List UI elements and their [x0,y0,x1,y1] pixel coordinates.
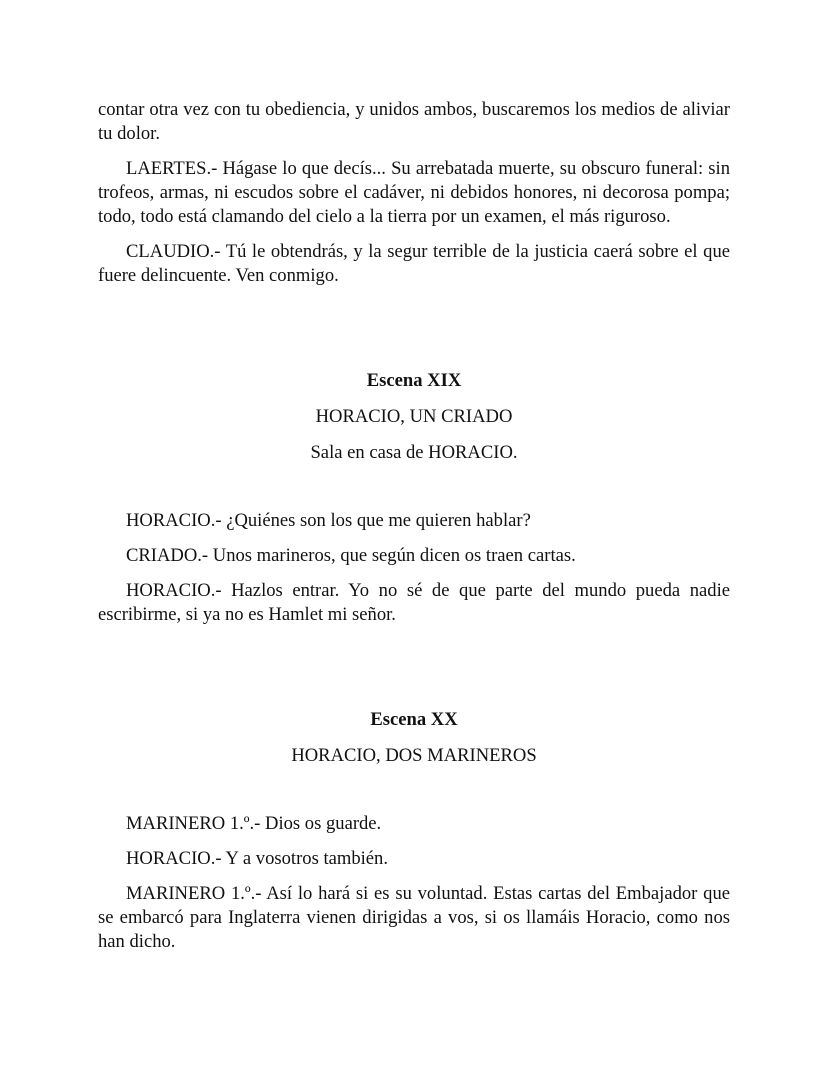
section-gap [98,780,730,812]
paragraph-horacio-1: HORACIO.- ¿Quiénes son los que me quieren hablar? [126,510,531,531]
paragraph-horacio-2: HORACIO.- Hazlos entrar. Yo no sé de que parte del mundo pueda nadie escribirme, si ya no es Hamlet mi señor. [98,580,730,625]
paragraph-criado: CRIADO.- Unos marineros, que según dicen os traen cartas. [126,545,576,566]
document-page [98,98,730,965]
scene-20-title: Escena XX [370,709,458,730]
section-gap [98,477,730,509]
section-gap [98,299,730,369]
scene-19-setting: Sala en casa de HORACIO. [310,442,518,463]
paragraph-marinero-2: MARINERO 1.º.- Así lo hará si es su voluntad. Estas cartas del Embajador que se embarcó para Inglaterra vienen dirigidas a vos, si os llamáis Horacio, como nos han dicho. [98,883,730,952]
scene-19-title: Escena XIX [366,370,462,391]
scene-19-characters: HORACIO, UN CRIADO [315,406,513,427]
paragraph-continuation: contar otra vez con tu obediencia, y unidos ambos, buscaremos los medios de aliviar tu dolor. [98,99,730,144]
paragraph-claudio: CLAUDIO.- Tú le obtendrás, y la segur terrible de la justicia caerá sobre el que fuere delincuente. Ven conmigo. [98,241,730,286]
paragraph-marinero-1: MARINERO 1.º.- Dios os guarde. [126,813,382,834]
scene-20-characters: HORACIO, DOS MARINEROS [291,745,537,766]
paragraph-laertes: LAERTES.- Hágase lo que decís... Su arrebatada muerte, su obscuro funeral: sin trofeos, armas, ni escudos sobre el cadáver, ni debidos honores, ni decorosa pompa; todo, todo está clamando del cielo a la tierra por un examen, el más riguroso. [98,158,730,227]
section-gap [98,638,730,708]
paragraph-horacio-3: HORACIO.- Y a vosotros también. [126,848,389,869]
